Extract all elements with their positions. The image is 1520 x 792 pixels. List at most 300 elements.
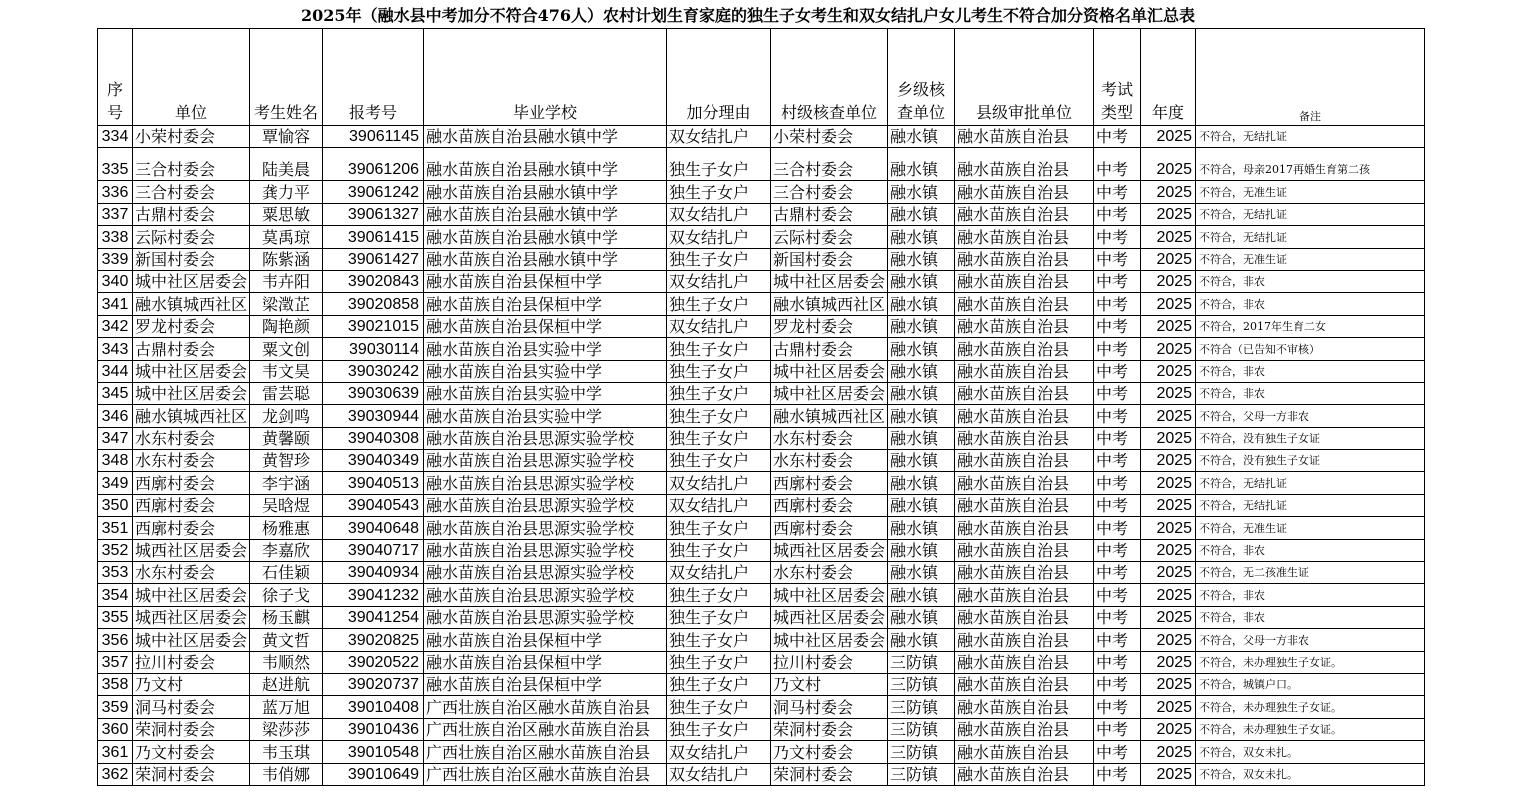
unit-cell: 新国村委会 bbox=[133, 248, 250, 270]
county-approval-unit-cell: 融水苗族自治县 bbox=[955, 338, 1094, 360]
school-cell: 融水苗族自治县融水镇中学 bbox=[424, 203, 667, 225]
remark-cell: 不符合，非农 bbox=[1196, 584, 1425, 606]
village-check-unit-cell: 古鼎村委会 bbox=[771, 338, 888, 360]
bonus-reason-cell: 独生子女户 bbox=[667, 718, 771, 740]
county-approval-unit-cell: 融水苗族自治县 bbox=[955, 270, 1094, 292]
student-name-cell: 雷芸聪 bbox=[250, 382, 323, 404]
unit-cell: 荣洞村委会 bbox=[133, 763, 250, 785]
student-name-cell: 莫禹琼 bbox=[250, 226, 323, 248]
table-row bbox=[98, 629, 1425, 651]
year-cell: 2025 bbox=[1141, 248, 1196, 270]
bonus-reason-cell: 独生子女户 bbox=[667, 673, 771, 695]
unit-cell: 三合村委会 bbox=[133, 148, 250, 181]
exam-number-cell: 39041232 bbox=[323, 584, 424, 606]
remark-cell: 不符合，无结扎证 bbox=[1196, 226, 1425, 248]
year-cell: 2025 bbox=[1141, 315, 1196, 337]
school-cell: 融水苗族自治县保桓中学 bbox=[424, 651, 667, 673]
township-check-unit-cell: 融水镇 bbox=[888, 248, 955, 270]
row-number-cell: 361 bbox=[98, 741, 133, 763]
unit-cell: 水东村委会 bbox=[133, 562, 250, 584]
school-cell: 融水苗族自治县思源实验学校 bbox=[424, 450, 667, 472]
exam-number-cell: 39010548 bbox=[323, 741, 424, 763]
bonus-reason-cell: 独生子女户 bbox=[667, 517, 771, 539]
header-cell: 村级核查单位 bbox=[771, 29, 888, 126]
unit-cell: 三合村委会 bbox=[133, 181, 250, 203]
village-check-unit-cell: 荣洞村委会 bbox=[771, 763, 888, 785]
school-cell: 融水苗族自治县实验中学 bbox=[424, 405, 667, 427]
student-name-cell: 陈紫涵 bbox=[250, 248, 323, 270]
exam-number-cell: 39021015 bbox=[323, 315, 424, 337]
bonus-reason-cell: 双女结扎户 bbox=[667, 126, 771, 148]
unit-cell: 西廓村委会 bbox=[133, 472, 250, 494]
exam-number-cell: 39061327 bbox=[323, 203, 424, 225]
township-check-unit-cell: 融水镇 bbox=[888, 629, 955, 651]
row-number-cell: 343 bbox=[98, 338, 133, 360]
year-cell: 2025 bbox=[1141, 472, 1196, 494]
township-check-unit-cell: 融水镇 bbox=[888, 562, 955, 584]
student-name-cell: 梁澂芷 bbox=[250, 293, 323, 315]
student-name-cell: 龙剑鸣 bbox=[250, 405, 323, 427]
row-number-cell: 349 bbox=[98, 472, 133, 494]
county-approval-unit-cell: 融水苗族自治县 bbox=[955, 517, 1094, 539]
township-check-unit-cell: 融水镇 bbox=[888, 405, 955, 427]
village-check-unit-cell: 城中社区居委会 bbox=[771, 270, 888, 292]
bonus-reason-cell: 双女结扎户 bbox=[667, 494, 771, 516]
village-check-unit-cell: 融水镇城西社区 bbox=[771, 293, 888, 315]
exam-number-cell: 39020858 bbox=[323, 293, 424, 315]
row-number-cell: 334 bbox=[98, 126, 133, 148]
school-cell: 融水苗族自治县融水镇中学 bbox=[424, 248, 667, 270]
county-approval-unit-cell: 融水苗族自治县 bbox=[955, 226, 1094, 248]
year-cell: 2025 bbox=[1141, 696, 1196, 718]
remark-cell: 不符合，未办理独生子女证。 bbox=[1196, 651, 1425, 673]
township-check-unit-cell: 融水镇 bbox=[888, 203, 955, 225]
year-cell: 2025 bbox=[1141, 651, 1196, 673]
county-approval-unit-cell: 融水苗族自治县 bbox=[955, 494, 1094, 516]
village-check-unit-cell: 城中社区居委会 bbox=[771, 382, 888, 404]
village-check-unit-cell: 水东村委会 bbox=[771, 562, 888, 584]
remark-cell: 不符合，非农 bbox=[1196, 539, 1425, 561]
student-name-cell: 赵进航 bbox=[250, 673, 323, 695]
remark-cell: 不符合（已告知不审核） bbox=[1196, 338, 1425, 360]
unit-cell: 西廓村委会 bbox=[133, 517, 250, 539]
remark-cell: 不符合，未办理独生子女证。 bbox=[1196, 696, 1425, 718]
county-approval-unit-cell: 融水苗族自治县 bbox=[955, 405, 1094, 427]
row-number-cell: 342 bbox=[98, 315, 133, 337]
school-cell: 融水苗族自治县融水镇中学 bbox=[424, 148, 667, 181]
row-number-cell: 359 bbox=[98, 696, 133, 718]
row-number-cell: 337 bbox=[98, 203, 133, 225]
unit-cell: 融水镇城西社区 bbox=[133, 293, 250, 315]
row-number-cell: 356 bbox=[98, 629, 133, 651]
exam-number-cell: 39030114 bbox=[323, 338, 424, 360]
unit-cell: 城中社区居委会 bbox=[133, 360, 250, 382]
exam-number-cell: 39020737 bbox=[323, 673, 424, 695]
header-cell: 乡级核查单位 bbox=[888, 29, 955, 126]
bonus-reason-cell: 双女结扎户 bbox=[667, 226, 771, 248]
row-number-cell: 344 bbox=[98, 360, 133, 382]
county-approval-unit-cell: 融水苗族自治县 bbox=[955, 673, 1094, 695]
table-row bbox=[98, 203, 1425, 225]
village-check-unit-cell: 云际村委会 bbox=[771, 226, 888, 248]
year-cell: 2025 bbox=[1141, 293, 1196, 315]
bonus-reason-cell: 独生子女户 bbox=[667, 539, 771, 561]
year-cell: 2025 bbox=[1141, 539, 1196, 561]
school-cell: 融水苗族自治县思源实验学校 bbox=[424, 606, 667, 628]
table-row bbox=[98, 562, 1425, 584]
exam-number-cell: 39030242 bbox=[323, 360, 424, 382]
bonus-reason-cell: 双女结扎户 bbox=[667, 270, 771, 292]
row-number-cell: 362 bbox=[98, 763, 133, 785]
bonus-reason-cell: 独生子女户 bbox=[667, 293, 771, 315]
unit-cell: 云际村委会 bbox=[133, 226, 250, 248]
row-number-cell: 338 bbox=[98, 226, 133, 248]
exam-type-cell: 中考 bbox=[1094, 450, 1141, 472]
unit-cell: 荣洞村委会 bbox=[133, 718, 250, 740]
village-check-unit-cell: 水东村委会 bbox=[771, 450, 888, 472]
table-row bbox=[98, 148, 1425, 181]
student-name-cell: 黄智珍 bbox=[250, 450, 323, 472]
township-check-unit-cell: 三防镇 bbox=[888, 696, 955, 718]
header-cell: 单位 bbox=[133, 29, 250, 126]
exam-number-cell: 39061427 bbox=[323, 248, 424, 270]
year-cell: 2025 bbox=[1141, 517, 1196, 539]
village-check-unit-cell: 城中社区居委会 bbox=[771, 360, 888, 382]
year-cell: 2025 bbox=[1141, 584, 1196, 606]
exam-number-cell: 39061145 bbox=[323, 126, 424, 148]
bonus-reason-cell: 独生子女户 bbox=[667, 338, 771, 360]
village-check-unit-cell: 融水镇城西社区 bbox=[771, 405, 888, 427]
bonus-reason-cell: 独生子女户 bbox=[667, 248, 771, 270]
exam-number-cell: 39040934 bbox=[323, 562, 424, 584]
table-row bbox=[98, 517, 1425, 539]
student-name-cell: 覃愉容 bbox=[250, 126, 323, 148]
table-row bbox=[98, 226, 1425, 248]
village-check-unit-cell: 城中社区居委会 bbox=[771, 584, 888, 606]
township-check-unit-cell: 融水镇 bbox=[888, 450, 955, 472]
row-number-cell: 352 bbox=[98, 539, 133, 561]
header-cell: 序号 bbox=[98, 29, 133, 126]
remark-cell: 不符合，非农 bbox=[1196, 360, 1425, 382]
exam-number-cell: 39020825 bbox=[323, 629, 424, 651]
row-number-cell: 341 bbox=[98, 293, 133, 315]
school-cell: 广西壮族自治区融水苗族自治县 bbox=[424, 763, 667, 785]
exam-type-cell: 中考 bbox=[1094, 562, 1141, 584]
header-cell: 考生姓名 bbox=[250, 29, 323, 126]
school-cell: 融水苗族自治县思源实验学校 bbox=[424, 427, 667, 449]
row-number-cell: 360 bbox=[98, 718, 133, 740]
county-approval-unit-cell: 融水苗族自治县 bbox=[955, 472, 1094, 494]
table-row bbox=[98, 270, 1425, 292]
table-row bbox=[98, 651, 1425, 673]
unit-cell: 洞马村委会 bbox=[133, 696, 250, 718]
unit-cell: 城西社区居委会 bbox=[133, 539, 250, 561]
student-name-cell: 龚力平 bbox=[250, 181, 323, 203]
remark-cell: 不符合，非农 bbox=[1196, 270, 1425, 292]
exam-type-cell: 中考 bbox=[1094, 248, 1141, 270]
school-cell: 融水苗族自治县保桓中学 bbox=[424, 293, 667, 315]
exam-number-cell: 39020522 bbox=[323, 651, 424, 673]
county-approval-unit-cell: 融水苗族自治县 bbox=[955, 382, 1094, 404]
exam-type-cell: 中考 bbox=[1094, 584, 1141, 606]
exam-number-cell: 39010436 bbox=[323, 718, 424, 740]
student-name-cell: 粟文创 bbox=[250, 338, 323, 360]
township-check-unit-cell: 融水镇 bbox=[888, 382, 955, 404]
header-cell: 县级审批单位 bbox=[955, 29, 1094, 126]
year-cell: 2025 bbox=[1141, 741, 1196, 763]
bonus-reason-cell: 独生子女户 bbox=[667, 606, 771, 628]
county-approval-unit-cell: 融水苗族自治县 bbox=[955, 203, 1094, 225]
table-row bbox=[98, 472, 1425, 494]
county-approval-unit-cell: 融水苗族自治县 bbox=[955, 539, 1094, 561]
table-row bbox=[98, 338, 1425, 360]
row-number-cell: 357 bbox=[98, 651, 133, 673]
bonus-reason-cell: 独生子女户 bbox=[667, 450, 771, 472]
bonus-reason-cell: 独生子女户 bbox=[667, 405, 771, 427]
school-cell: 广西壮族自治区融水苗族自治县 bbox=[424, 741, 667, 763]
unit-cell: 城中社区居委会 bbox=[133, 584, 250, 606]
township-check-unit-cell: 融水镇 bbox=[888, 338, 955, 360]
year-cell: 2025 bbox=[1141, 148, 1196, 181]
table-row bbox=[98, 315, 1425, 337]
header-cell: 加分理由 bbox=[667, 29, 771, 126]
exam-type-cell: 中考 bbox=[1094, 427, 1141, 449]
village-check-unit-cell: 三合村委会 bbox=[771, 181, 888, 203]
exam-number-cell: 39030639 bbox=[323, 382, 424, 404]
student-name-cell: 黄文哲 bbox=[250, 629, 323, 651]
township-check-unit-cell: 融水镇 bbox=[888, 226, 955, 248]
remark-cell: 不符合，非农 bbox=[1196, 293, 1425, 315]
unit-cell: 城中社区居委会 bbox=[133, 629, 250, 651]
table-row bbox=[98, 494, 1425, 516]
township-check-unit-cell: 融水镇 bbox=[888, 270, 955, 292]
unit-cell: 乃文村委会 bbox=[133, 741, 250, 763]
township-check-unit-cell: 融水镇 bbox=[888, 472, 955, 494]
unit-cell: 拉川村委会 bbox=[133, 651, 250, 673]
township-check-unit-cell: 融水镇 bbox=[888, 494, 955, 516]
village-check-unit-cell: 西廓村委会 bbox=[771, 517, 888, 539]
student-name-cell: 李嘉欣 bbox=[250, 539, 323, 561]
unit-cell: 城中社区居委会 bbox=[133, 382, 250, 404]
village-check-unit-cell: 罗龙村委会 bbox=[771, 315, 888, 337]
school-cell: 融水苗族自治县思源实验学校 bbox=[424, 472, 667, 494]
unit-cell: 西廓村委会 bbox=[133, 494, 250, 516]
county-approval-unit-cell: 融水苗族自治县 bbox=[955, 315, 1094, 337]
exam-type-cell: 中考 bbox=[1094, 673, 1141, 695]
exam-number-cell: 39030944 bbox=[323, 405, 424, 427]
village-check-unit-cell: 荣洞村委会 bbox=[771, 718, 888, 740]
bonus-reason-cell: 独生子女户 bbox=[667, 584, 771, 606]
exam-number-cell: 39040717 bbox=[323, 539, 424, 561]
exam-type-cell: 中考 bbox=[1094, 405, 1141, 427]
exam-type-cell: 中考 bbox=[1094, 360, 1141, 382]
remark-cell: 不符合，父母一方非农 bbox=[1196, 405, 1425, 427]
exam-number-cell: 39061206 bbox=[323, 148, 424, 181]
table-row bbox=[98, 718, 1425, 740]
remark-cell: 不符合，非农 bbox=[1196, 606, 1425, 628]
year-cell: 2025 bbox=[1141, 450, 1196, 472]
township-check-unit-cell: 融水镇 bbox=[888, 315, 955, 337]
table-row bbox=[98, 539, 1425, 561]
row-number-cell: 339 bbox=[98, 248, 133, 270]
village-check-unit-cell: 拉川村委会 bbox=[771, 651, 888, 673]
page-title: 2025年（融水县中考加分不符合476人）农村计划生育家庭的独生子女考生和双女结扎户女儿考生不符合加分资格名单汇总表 bbox=[301, 6, 1195, 25]
table-row bbox=[98, 584, 1425, 606]
school-cell: 融水苗族自治县保桓中学 bbox=[424, 270, 667, 292]
year-cell: 2025 bbox=[1141, 606, 1196, 628]
row-number-cell: 353 bbox=[98, 562, 133, 584]
exam-type-cell: 中考 bbox=[1094, 718, 1141, 740]
exam-type-cell: 中考 bbox=[1094, 226, 1141, 248]
year-cell: 2025 bbox=[1141, 226, 1196, 248]
village-check-unit-cell: 城西社区居委会 bbox=[771, 606, 888, 628]
remark-cell: 不符合，无准生证 bbox=[1196, 517, 1425, 539]
remark-cell: 不符合，2017年生育二女 bbox=[1196, 315, 1425, 337]
county-approval-unit-cell: 融水苗族自治县 bbox=[955, 763, 1094, 785]
remark-cell: 不符合，非农 bbox=[1196, 382, 1425, 404]
exam-type-cell: 中考 bbox=[1094, 696, 1141, 718]
year-cell: 2025 bbox=[1141, 405, 1196, 427]
village-check-unit-cell: 三合村委会 bbox=[771, 148, 888, 181]
row-number-cell: 346 bbox=[98, 405, 133, 427]
row-number-cell: 358 bbox=[98, 673, 133, 695]
county-approval-unit-cell: 融水苗族自治县 bbox=[955, 718, 1094, 740]
township-check-unit-cell: 融水镇 bbox=[888, 360, 955, 382]
year-cell: 2025 bbox=[1141, 270, 1196, 292]
year-cell: 2025 bbox=[1141, 382, 1196, 404]
village-check-unit-cell: 乃文村委会 bbox=[771, 741, 888, 763]
row-number-cell: 345 bbox=[98, 382, 133, 404]
bonus-reason-cell: 独生子女户 bbox=[667, 651, 771, 673]
row-number-cell: 355 bbox=[98, 606, 133, 628]
row-number-cell: 336 bbox=[98, 181, 133, 203]
row-number-cell: 347 bbox=[98, 427, 133, 449]
county-approval-unit-cell: 融水苗族自治县 bbox=[955, 148, 1094, 181]
exam-type-cell: 中考 bbox=[1094, 517, 1141, 539]
year-cell: 2025 bbox=[1141, 673, 1196, 695]
student-name-cell: 陶艳颜 bbox=[250, 315, 323, 337]
student-name-cell: 梁莎莎 bbox=[250, 718, 323, 740]
county-approval-unit-cell: 融水苗族自治县 bbox=[955, 741, 1094, 763]
student-name-cell: 吴晗煜 bbox=[250, 494, 323, 516]
exam-type-cell: 中考 bbox=[1094, 148, 1141, 181]
student-name-cell: 韦玉琪 bbox=[250, 741, 323, 763]
student-name-cell: 蓝万旭 bbox=[250, 696, 323, 718]
school-cell: 融水苗族自治县实验中学 bbox=[424, 382, 667, 404]
student-name-cell: 韦俏娜 bbox=[250, 763, 323, 785]
bonus-reason-cell: 双女结扎户 bbox=[667, 315, 771, 337]
table-row bbox=[98, 126, 1425, 148]
exam-number-cell: 39040543 bbox=[323, 494, 424, 516]
student-name-cell: 韦文昊 bbox=[250, 360, 323, 382]
unit-cell: 水东村委会 bbox=[133, 450, 250, 472]
township-check-unit-cell: 融水镇 bbox=[888, 293, 955, 315]
unit-cell: 古鼎村委会 bbox=[133, 338, 250, 360]
village-check-unit-cell: 水东村委会 bbox=[771, 427, 888, 449]
year-cell: 2025 bbox=[1141, 629, 1196, 651]
remark-cell: 不符合，父母一方非农 bbox=[1196, 629, 1425, 651]
remark-cell: 不符合，双女未扎。 bbox=[1196, 741, 1425, 763]
table-body bbox=[98, 126, 1425, 786]
remark-cell: 不符合，无准生证 bbox=[1196, 248, 1425, 270]
exam-type-cell: 中考 bbox=[1094, 338, 1141, 360]
bonus-reason-cell: 双女结扎户 bbox=[667, 763, 771, 785]
exam-type-cell: 中考 bbox=[1094, 629, 1141, 651]
township-check-unit-cell: 融水镇 bbox=[888, 126, 955, 148]
school-cell: 融水苗族自治县融水镇中学 bbox=[424, 181, 667, 203]
township-check-unit-cell: 融水镇 bbox=[888, 427, 955, 449]
student-name-cell: 石佳颖 bbox=[250, 562, 323, 584]
table-row bbox=[98, 606, 1425, 628]
unit-cell: 古鼎村委会 bbox=[133, 203, 250, 225]
bonus-reason-cell: 独生子女户 bbox=[667, 148, 771, 181]
exam-number-cell: 39041254 bbox=[323, 606, 424, 628]
school-cell: 融水苗族自治县保桓中学 bbox=[424, 673, 667, 695]
exam-number-cell: 39010649 bbox=[323, 763, 424, 785]
village-check-unit-cell: 小荣村委会 bbox=[771, 126, 888, 148]
county-approval-unit-cell: 融水苗族自治县 bbox=[955, 696, 1094, 718]
exam-number-cell: 39061415 bbox=[323, 226, 424, 248]
village-check-unit-cell: 城中社区居委会 bbox=[771, 629, 888, 651]
row-number-cell: 350 bbox=[98, 494, 133, 516]
school-cell: 融水苗族自治县保桓中学 bbox=[424, 315, 667, 337]
table-row bbox=[98, 382, 1425, 404]
student-name-cell: 陆美晨 bbox=[250, 148, 323, 181]
unit-cell: 乃文村 bbox=[133, 673, 250, 695]
remark-cell: 不符合，无结扎证 bbox=[1196, 126, 1425, 148]
year-cell: 2025 bbox=[1141, 494, 1196, 516]
row-number-cell: 354 bbox=[98, 584, 133, 606]
remark-cell: 不符合，城镇户口。 bbox=[1196, 673, 1425, 695]
year-cell: 2025 bbox=[1141, 360, 1196, 382]
bonus-reason-cell: 双女结扎户 bbox=[667, 472, 771, 494]
exam-number-cell: 39020843 bbox=[323, 270, 424, 292]
county-approval-unit-cell: 融水苗族自治县 bbox=[955, 562, 1094, 584]
school-cell: 融水苗族自治县融水镇中学 bbox=[424, 126, 667, 148]
school-cell: 融水苗族自治县思源实验学校 bbox=[424, 584, 667, 606]
exam-type-cell: 中考 bbox=[1094, 203, 1141, 225]
table-row bbox=[98, 763, 1425, 785]
county-approval-unit-cell: 融水苗族自治县 bbox=[955, 126, 1094, 148]
year-cell: 2025 bbox=[1141, 562, 1196, 584]
county-approval-unit-cell: 融水苗族自治县 bbox=[955, 293, 1094, 315]
school-cell: 融水苗族自治县融水镇中学 bbox=[424, 226, 667, 248]
ineligible-list-table bbox=[97, 28, 1425, 786]
row-number-cell: 348 bbox=[98, 450, 133, 472]
exam-type-cell: 中考 bbox=[1094, 606, 1141, 628]
school-cell: 融水苗族自治县实验中学 bbox=[424, 338, 667, 360]
township-check-unit-cell: 融水镇 bbox=[888, 606, 955, 628]
remark-cell: 不符合，无结扎证 bbox=[1196, 203, 1425, 225]
table-row bbox=[98, 450, 1425, 472]
village-check-unit-cell: 洞马村委会 bbox=[771, 696, 888, 718]
header-cell: 考试类型 bbox=[1094, 29, 1141, 126]
remark-cell: 不符合，双女未扎。 bbox=[1196, 763, 1425, 785]
school-cell: 融水苗族自治县思源实验学校 bbox=[424, 494, 667, 516]
unit-cell: 罗龙村委会 bbox=[133, 315, 250, 337]
township-check-unit-cell: 三防镇 bbox=[888, 718, 955, 740]
student-name-cell: 黄馨颐 bbox=[250, 427, 323, 449]
school-cell: 广西壮族自治区融水苗族自治县 bbox=[424, 696, 667, 718]
bonus-reason-cell: 双女结扎户 bbox=[667, 741, 771, 763]
county-approval-unit-cell: 融水苗族自治县 bbox=[955, 629, 1094, 651]
bonus-reason-cell: 独生子女户 bbox=[667, 360, 771, 382]
year-cell: 2025 bbox=[1141, 203, 1196, 225]
table-row bbox=[98, 360, 1425, 382]
header-cell: 毕业学校 bbox=[424, 29, 667, 126]
exam-type-cell: 中考 bbox=[1094, 293, 1141, 315]
township-check-unit-cell: 三防镇 bbox=[888, 673, 955, 695]
